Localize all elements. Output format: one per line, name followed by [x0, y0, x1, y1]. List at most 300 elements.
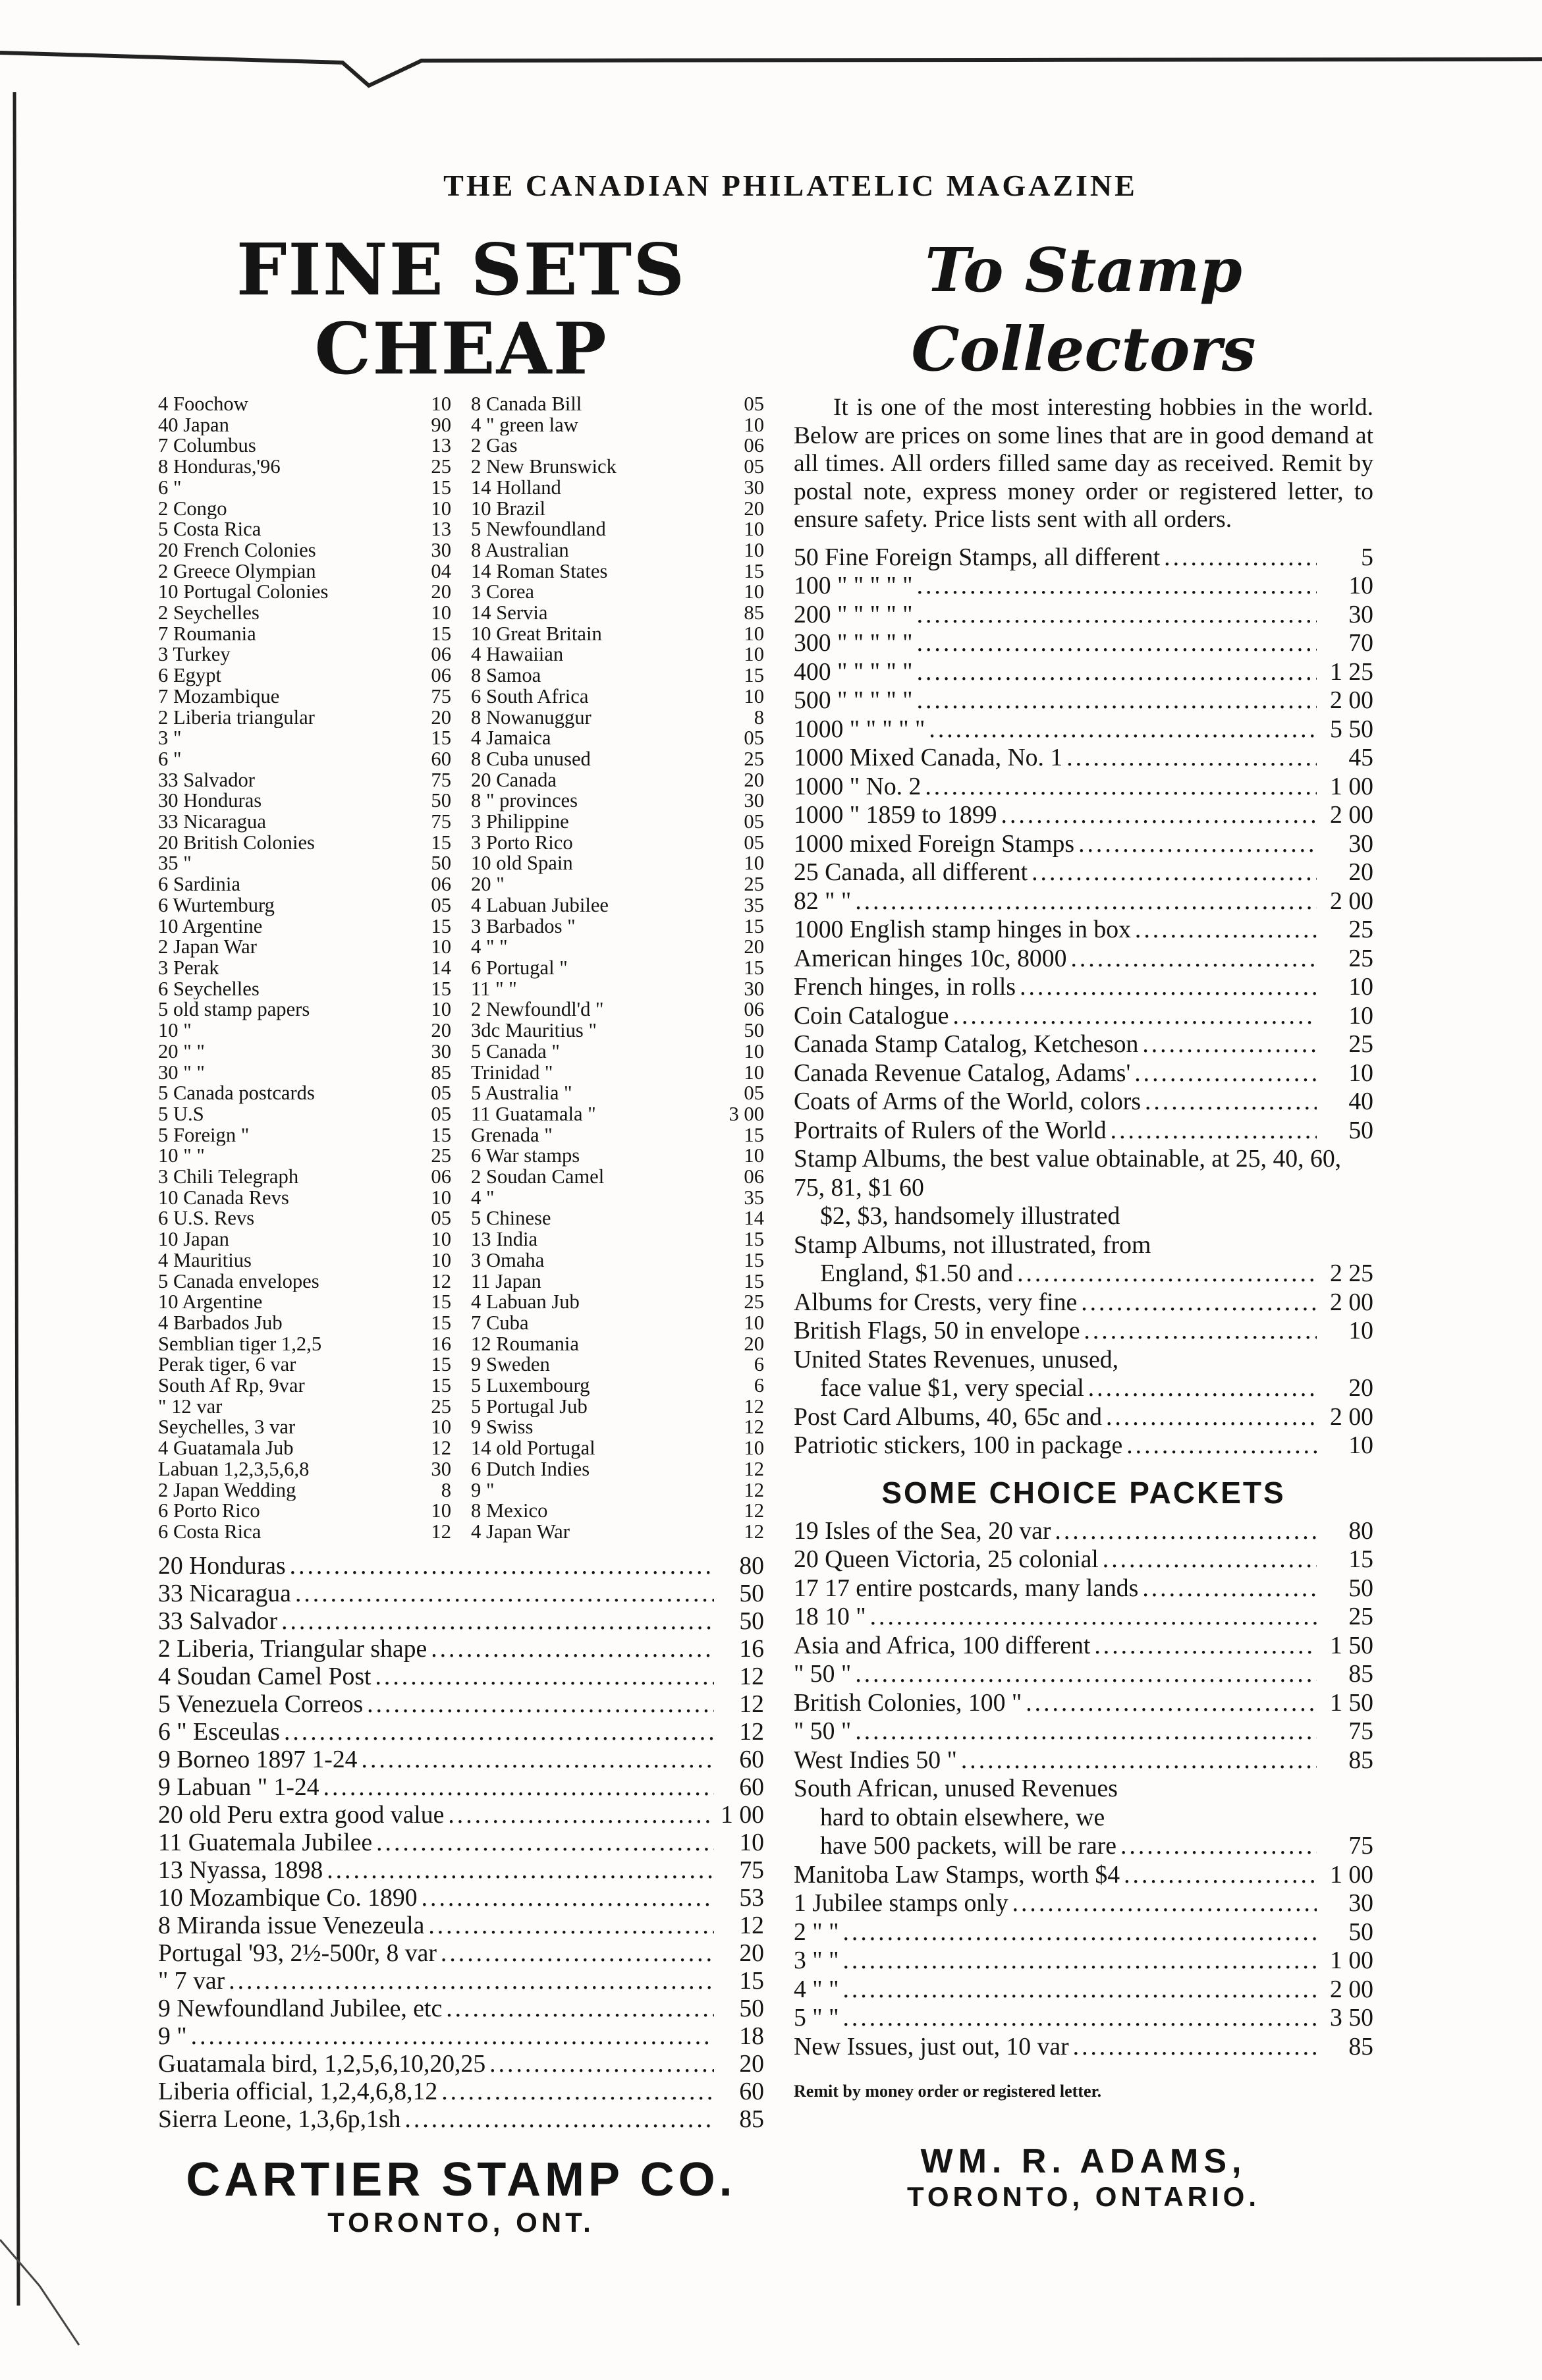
item-name: 9 "	[471, 1480, 495, 1501]
item-price: 30	[431, 1041, 451, 1063]
item-price: 40	[1348, 1088, 1373, 1115]
leader-dots	[448, 1801, 714, 1829]
item-name: British Colonies, 100 "	[794, 1688, 1022, 1717]
leader-dots	[327, 1856, 714, 1884]
item-price: 85	[739, 2105, 764, 2133]
item-price: 05	[744, 812, 764, 833]
price-row	[158, 2050, 764, 2078]
price-row	[471, 1459, 764, 1480]
item-price: 10	[744, 1062, 764, 1084]
item-price: 75	[431, 769, 451, 791]
item-name: 3 Corea	[471, 582, 534, 603]
item-price: 20	[431, 707, 451, 729]
item-price: 10	[431, 1229, 451, 1250]
item-name: 6 " Esceulas	[158, 1717, 280, 1746]
item-price: 25	[744, 748, 764, 770]
leader-dots	[428, 1912, 714, 1939]
leader-dots	[284, 1718, 714, 1746]
item-price: 15	[744, 916, 764, 937]
item-price: 2 00	[1330, 686, 1373, 714]
price-row	[471, 582, 764, 603]
item-price: 15	[744, 1271, 764, 1292]
item-name: 9 Newfoundland Jubilee, etc	[158, 1994, 443, 2022]
item-price: 10	[431, 937, 451, 958]
price-row	[471, 644, 764, 665]
item-name: 1000 " 1859 to 1899	[794, 801, 997, 829]
leader-dots	[870, 1603, 1317, 1632]
left-headline: FINE SETS CHEAP	[236, 229, 686, 391]
price-row	[794, 1603, 1373, 1632]
price-row	[158, 707, 451, 729]
price-row	[794, 858, 1373, 887]
item-name: Canada Revenue Catalog, Adams'	[794, 1059, 1131, 1087]
price-row	[158, 644, 451, 665]
price-row	[158, 1083, 451, 1104]
item-price: 10	[431, 1417, 451, 1439]
leader-dots	[953, 1002, 1317, 1031]
item-name: 1000 Mixed Canada, No. 1	[794, 744, 1063, 771]
item-price: 1 00	[1330, 1860, 1373, 1889]
price-row	[158, 415, 451, 436]
price-row	[158, 1354, 451, 1375]
item-price: 10	[744, 414, 764, 436]
price-row	[158, 394, 451, 415]
price-row	[794, 1403, 1373, 1432]
item-price: 75	[1348, 1832, 1373, 1860]
leader-dots	[489, 2050, 714, 2078]
item-name: 5 Chinese	[471, 1208, 551, 1230]
item-price: 10	[744, 1146, 764, 1167]
price-row	[471, 1354, 764, 1375]
item-price: 15	[744, 665, 764, 686]
item-price: 15	[744, 561, 764, 582]
item-name: 1000 mixed Foreign Stamps	[794, 829, 1075, 858]
item-name: 20 French Colonies	[158, 540, 316, 561]
item-price: 10	[1348, 572, 1373, 599]
item-price: 12	[739, 1690, 764, 1718]
price-row	[158, 1856, 764, 1884]
albums2-text: Stamp Albums, not illustrated, from	[794, 1231, 1151, 1259]
item-name: 6 South Africa	[471, 686, 589, 707]
item-name: 25 Canada, all different	[794, 858, 1028, 886]
price-row	[471, 1188, 764, 1209]
item-name: 10 Canada Revs	[158, 1187, 289, 1209]
leader-dots	[295, 1580, 714, 1607]
item-name: 300 " " " " "	[794, 629, 913, 657]
item-price: 05	[744, 394, 764, 415]
item-price: 25	[1348, 916, 1373, 943]
price-row	[158, 999, 451, 1020]
item-name: 4 "	[471, 1187, 495, 1209]
packets-heading: SOME CHOICE PACKETS	[881, 1475, 1286, 1510]
item-price: 1 00	[1330, 772, 1373, 800]
item-name: 6 "	[158, 748, 182, 770]
item-price: 85	[1348, 2032, 1373, 2061]
item-name: 3 " "	[794, 1947, 839, 1974]
item-price: 18	[739, 2022, 764, 2050]
item-name: Asia and Africa, 100 different	[794, 1631, 1091, 1659]
price-row	[158, 1635, 764, 1663]
item-name: 5 old stamp papers	[158, 999, 310, 1021]
item-price: 10	[1348, 973, 1373, 1001]
item-price: 15	[744, 1250, 764, 1271]
item-name: 30 Honduras	[158, 790, 262, 812]
item-price: 75	[431, 812, 451, 833]
item-name: 5 Australia "	[471, 1083, 572, 1104]
price-row	[471, 1167, 764, 1188]
item-name: 82 " "	[794, 887, 852, 915]
us-rev-line	[794, 1346, 1373, 1375]
item-price: 10	[744, 623, 764, 645]
item-price: 85	[744, 603, 764, 624]
price-row	[158, 1663, 764, 1690]
intro-paragraph: It is one of the most interesting hobbies in the world. Below are prices on some lines that are in good demand at all times. All orders filled same day as received. Remit by postal note, express money order or registered letter, to ensure safety. Price lists sent with all orders.	[794, 394, 1373, 533]
leader-dots	[842, 2004, 1317, 2033]
price-row	[471, 1313, 764, 1334]
item-name: New Issues, just out, 10 var	[794, 2032, 1069, 2061]
item-name: 5 U.S	[158, 1103, 204, 1125]
item-name: 50 Fine Foreign Stamps, all different	[794, 543, 1161, 571]
item-price: 20	[431, 1020, 451, 1041]
item-name: 6 U.S. Revs	[158, 1208, 255, 1230]
albums-line	[794, 1145, 1373, 1202]
item-price: 35	[744, 1187, 764, 1209]
price-row	[794, 973, 1373, 1002]
item-price: 10	[744, 644, 764, 666]
sets-column-2	[471, 394, 764, 1543]
item-name: 4 Soudan Camel Post	[158, 1662, 372, 1690]
leader-dots	[1084, 1317, 1317, 1346]
price-row	[471, 624, 764, 645]
leader-dots	[404, 2105, 714, 2133]
item-price: 06	[431, 1167, 451, 1188]
item-name: 4 Foochow	[158, 394, 248, 415]
price-row	[158, 603, 451, 624]
item-price: 35	[744, 895, 764, 916]
price-row	[158, 478, 451, 499]
item-name: 6 Sardinia	[158, 874, 240, 895]
price-row	[794, 1317, 1373, 1346]
leader-dots	[1094, 1632, 1317, 1661]
price-row	[158, 1746, 764, 1773]
item-name: Sierra Leone, 1,3,6p,1sh	[158, 2105, 401, 2133]
item-price: 12	[739, 1717, 764, 1746]
price-row	[158, 1939, 764, 1967]
price-row	[794, 1832, 1373, 1861]
item-price: 80	[739, 1551, 764, 1580]
leader-dots	[367, 1690, 714, 1718]
item-name: 2 Gas	[471, 435, 518, 457]
item-name: 3dc Mauritius "	[471, 1020, 597, 1041]
item-price: 15	[431, 1124, 451, 1146]
price-row	[794, 945, 1373, 974]
price-row	[471, 686, 764, 707]
item-price: 20	[744, 1333, 764, 1355]
price-row	[794, 1288, 1373, 1317]
right-signature: WM. R. ADAMS,	[920, 2142, 1247, 2180]
item-price: 25	[744, 1292, 764, 1313]
item-name: 1000 " " " " "	[794, 715, 925, 743]
item-price: 10	[1348, 1001, 1373, 1030]
item-price: 30	[1348, 600, 1373, 628]
item-price: 12	[431, 1438, 451, 1459]
price-row	[158, 1995, 764, 2022]
item-name: 20 British Colonies	[158, 832, 315, 854]
us-rev-text: United States Revenues, unused,	[794, 1345, 1118, 1373]
price-row	[794, 1861, 1373, 1890]
item-name: 2 Congo	[158, 498, 227, 520]
item-price: 10	[744, 582, 764, 603]
price-row	[158, 1580, 764, 1607]
item-price: 25	[431, 1146, 451, 1167]
price-row	[158, 833, 451, 854]
price-row	[158, 749, 451, 770]
item-name: Portraits of Rulers of the World	[794, 1116, 1107, 1144]
item-price: 13	[431, 435, 451, 457]
price-row	[158, 1552, 764, 1580]
item-price: 15	[744, 957, 764, 979]
price-row	[471, 1292, 764, 1313]
item-price: 10	[744, 853, 764, 875]
item-price: 60	[739, 2077, 764, 2105]
price-row	[158, 1271, 451, 1292]
item-name: 8 Mexico	[471, 1501, 548, 1522]
price-row	[794, 572, 1373, 601]
packets-list-2	[794, 1861, 1373, 2062]
price-row	[158, 979, 451, 1000]
price-row	[158, 1125, 451, 1146]
item-name: " 50 "	[794, 1660, 852, 1688]
item-price: 10	[431, 999, 451, 1021]
item-price: 45	[1348, 744, 1373, 771]
price-row	[158, 1104, 451, 1125]
price-row	[471, 812, 764, 833]
price-row	[471, 1501, 764, 1522]
price-row	[794, 916, 1373, 945]
item-name: 5 " "	[794, 2004, 839, 2032]
item-name: French hinges, in rolls	[794, 973, 1016, 1001]
item-price: 30	[431, 1458, 451, 1480]
price-row	[158, 790, 451, 812]
leader-dots	[1142, 1030, 1317, 1059]
sa-line-1	[794, 1775, 1373, 1804]
item-price: 25	[1348, 1030, 1373, 1058]
price-row	[158, 1718, 764, 1746]
item-name: Post Card Albums, 40, 65c and	[794, 1402, 1102, 1431]
item-name: 1000 English stamp hinges in box	[794, 916, 1131, 943]
price-row	[794, 1259, 1373, 1288]
item-name: 8 Australian	[471, 540, 569, 561]
item-name: Patriotic stickers, 100 in package	[794, 1431, 1123, 1459]
item-price: 05	[744, 1083, 764, 1104]
item-name: 18 10 "	[794, 1603, 866, 1630]
item-name: 4 " "	[471, 937, 508, 958]
item-price: 85	[1348, 1746, 1373, 1774]
item-price: 04	[431, 561, 451, 582]
item-name: 33 Salvador	[158, 1607, 278, 1635]
item-price: 15	[431, 832, 451, 854]
item-price: 53	[739, 1883, 764, 1912]
leader-dots	[917, 601, 1317, 630]
item-price: 60	[739, 1773, 764, 1801]
item-price: 13	[431, 519, 451, 540]
price-row	[471, 561, 764, 582]
price-row	[158, 2022, 764, 2050]
remit-note: Remit by money order or registered letter.	[794, 2082, 1102, 2101]
item-name: Coats of Arms of the World, colors	[794, 1088, 1141, 1115]
leader-dots	[431, 1635, 714, 1663]
item-price: 1 25	[1330, 657, 1373, 686]
price-row	[158, 1417, 451, 1438]
item-name: 20 Queen Victoria, 25 colonial	[794, 1545, 1099, 1573]
item-name: have 500 packets, will be rare	[820, 1832, 1116, 1860]
item-price: 2 00	[1330, 1402, 1373, 1431]
price-row	[471, 1125, 764, 1146]
item-price: 85	[1348, 1660, 1373, 1688]
item-price: 6	[754, 1354, 764, 1376]
item-price: 8	[754, 707, 764, 729]
item-price: 50	[1348, 1574, 1373, 1602]
adams-ad	[794, 231, 1373, 2213]
item-name: Grenada "	[471, 1124, 553, 1146]
running-head: THE CANADIAN PHILATELIC MAGAZINE	[443, 169, 1138, 202]
item-price: 05	[744, 457, 764, 478]
item-name: 4 Hawaiian	[471, 644, 564, 666]
leader-dots	[917, 572, 1317, 601]
price-row	[471, 1208, 764, 1229]
price-row	[158, 1459, 451, 1480]
item-price: 1 00	[1330, 1947, 1373, 1974]
price-row	[158, 1501, 451, 1522]
item-name: 3 Turkey	[158, 644, 231, 666]
item-price: 2 00	[1330, 1288, 1373, 1316]
price-row	[158, 624, 451, 645]
item-name: 8 Cuba unused	[471, 748, 591, 770]
item-name: American hinges 10c, 8000	[794, 944, 1067, 972]
item-price: 14	[744, 1208, 764, 1230]
leader-dots	[855, 887, 1317, 916]
price-row	[794, 744, 1373, 773]
price-row	[158, 2105, 764, 2133]
item-price: 06	[744, 999, 764, 1021]
item-price: 10	[739, 1828, 764, 1856]
item-name: 33 Salvador	[158, 769, 255, 791]
item-name: 8 Honduras,'96	[158, 457, 281, 478]
item-name: 19 Isles of the Sea, 20 var	[794, 1516, 1051, 1545]
price-row	[471, 999, 764, 1020]
item-name: 2 Japan War	[158, 937, 257, 958]
item-name: 5 Costa Rica	[158, 519, 262, 540]
item-price: 20	[739, 1939, 764, 1967]
price-row	[158, 1801, 764, 1829]
item-name: 13 Nyassa, 1898	[158, 1856, 323, 1884]
price-row	[471, 937, 764, 958]
item-price: 12	[739, 1662, 764, 1690]
leader-dots	[1001, 801, 1317, 830]
albums-line-2	[794, 1202, 1373, 1231]
price-row	[794, 1746, 1373, 1775]
price-row	[158, 1063, 451, 1084]
price-row	[471, 833, 764, 854]
item-name: 10 Argentine	[158, 1292, 263, 1313]
price-row	[794, 1059, 1373, 1088]
right-headline: To Stamp Collectors	[911, 235, 1256, 385]
item-price: 20	[744, 498, 764, 520]
item-name: 500 " " " " "	[794, 686, 913, 714]
item-price: 10	[1348, 1059, 1373, 1087]
item-price: 60	[431, 748, 451, 770]
price-row	[158, 686, 451, 707]
item-name: 2 Japan Wedding	[158, 1480, 296, 1501]
leader-dots	[917, 658, 1317, 687]
item-name: Trinidad "	[471, 1062, 553, 1084]
leader-dots	[441, 2078, 714, 2105]
item-name: Albums for Crests, very fine	[794, 1288, 1078, 1316]
item-price: 10	[744, 1041, 764, 1063]
item-name: 6 Dutch Indies	[471, 1458, 590, 1480]
item-price: 15	[431, 623, 451, 645]
item-name: 10 Portugal Colonies	[158, 582, 329, 603]
leader-dots	[375, 1663, 715, 1690]
leader-dots	[929, 715, 1317, 744]
item-price: 50	[431, 853, 451, 875]
item-price: 2 25	[1330, 1259, 1373, 1287]
item-name: 4 Jamaica	[471, 728, 551, 749]
leader-dots	[842, 1976, 1317, 2005]
price-row	[158, 665, 451, 686]
leader-dots	[1124, 1861, 1317, 1890]
item-name: 14 Holland	[471, 477, 561, 499]
item-name: 10 Great Britain	[471, 623, 602, 645]
leader-dots	[1126, 1431, 1317, 1460]
leader-dots	[376, 1829, 714, 1856]
item-price: 12	[744, 1458, 764, 1480]
item-name: face value $1, very special	[820, 1374, 1084, 1402]
item-name: 5 Foreign "	[158, 1124, 250, 1146]
price-row	[471, 665, 764, 686]
item-price: 1 50	[1330, 1688, 1373, 1717]
item-name: England, $1.50 and	[820, 1259, 1014, 1287]
price-row	[794, 1374, 1373, 1403]
item-price: 85	[431, 1062, 451, 1084]
price-row	[471, 1020, 764, 1041]
item-price: 10	[431, 603, 451, 624]
price-row	[158, 1229, 451, 1250]
price-row	[158, 1480, 451, 1501]
price-row	[158, 561, 451, 582]
price-row	[794, 830, 1373, 859]
item-name: 2 Liberia triangular	[158, 707, 315, 729]
item-name: 14 Servia	[471, 603, 548, 624]
price-row	[158, 1438, 451, 1459]
item-name: 20 " "	[158, 1041, 205, 1063]
price-row	[794, 629, 1373, 658]
leader-dots	[1135, 916, 1317, 945]
item-price: 15	[431, 1312, 451, 1334]
leader-dots	[1106, 1403, 1317, 1432]
price-row	[794, 686, 1373, 715]
leader-dots	[1032, 858, 1317, 887]
price-row	[158, 1375, 451, 1397]
price-row	[794, 1660, 1373, 1689]
item-name: 9 Labuan " 1-24	[158, 1773, 319, 1801]
item-price: 30	[1348, 1889, 1373, 1917]
price-row	[794, 887, 1373, 916]
item-price: 25	[1348, 1603, 1373, 1630]
price-row	[471, 394, 764, 415]
item-name: 400 " " " " "	[794, 657, 913, 686]
price-row	[471, 1146, 764, 1167]
